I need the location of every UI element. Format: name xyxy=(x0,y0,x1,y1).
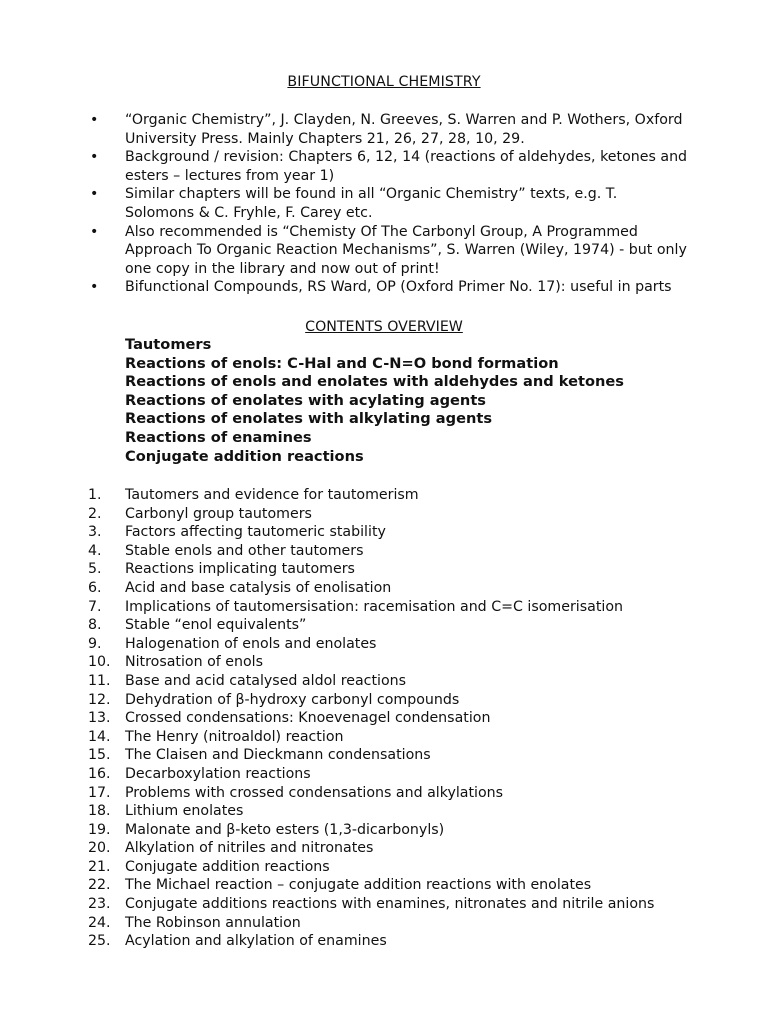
topic-text: Stable enols and other tautomers xyxy=(125,542,364,559)
topic-item xyxy=(88,486,688,505)
topic-item xyxy=(88,598,688,617)
overview-item: Conjugate addition reactions xyxy=(125,447,364,465)
topic-number: 1. xyxy=(88,487,102,503)
topic-text: The Michael reaction – conjugate addition reactions with enolates xyxy=(125,877,592,894)
topic-item xyxy=(88,914,688,933)
topic-number: 7. xyxy=(88,598,102,615)
topic-number: 22. xyxy=(88,877,111,894)
reference-item: • Similar chapters will be found in all “Organic Chemistry” texts, e.g. T. Solomons & C. Fryhle, F. Carey etc. xyxy=(88,185,688,222)
reference-list xyxy=(88,111,688,297)
topic-text: Lithium enolates xyxy=(125,803,244,820)
topic-item xyxy=(88,709,688,728)
topic-number: 5. xyxy=(88,561,102,578)
topic-text: Carbonyl group tautomers xyxy=(125,505,312,522)
topic-number: 17. xyxy=(88,784,111,801)
topic-item xyxy=(88,784,688,803)
topic-text: Stable “enol equivalents” xyxy=(125,617,307,634)
topic-item xyxy=(88,895,688,914)
topic-text: The Robinson annulation xyxy=(125,914,301,931)
topic-item xyxy=(88,839,688,858)
topic-item xyxy=(88,542,688,561)
overview-item: Reactions of enols: C-Hal and C-N=O bond formation xyxy=(125,354,559,372)
topic-text: Crossed condensations: Knoevenagel condensation xyxy=(125,710,491,727)
topic-text: Decarboxylation reactions xyxy=(125,765,311,782)
reference-item: • Also recommended is “Chemisty Of The Carbonyl Group, A Programmed Approach To Organic Reaction Mechanisms”, S. Warren (Wiley, 1974) - but only one copy in the library and now out of print! xyxy=(88,223,688,279)
topic-text: Conjugate addition reactions xyxy=(125,858,330,875)
topic-number: 13. xyxy=(88,710,111,727)
topic-number: 16. xyxy=(88,765,111,782)
topic-item xyxy=(88,579,688,598)
topic-text: Alkylation of nitriles and nitronates xyxy=(125,840,374,857)
topic-text: The Henry (nitroaldol) reaction xyxy=(125,728,344,745)
topic-text: The Claisen and Dieckmann condensations xyxy=(125,747,431,764)
topic-number: 15. xyxy=(88,747,111,764)
reference-item: • Bifunctional Compounds, RS Ward, OP (Oxford Primer No. 17): useful in parts xyxy=(88,278,688,297)
topic-item xyxy=(88,858,688,877)
topic-number: 9. xyxy=(88,635,102,652)
topic-number: 14. xyxy=(88,728,111,745)
topic-number: 24. xyxy=(88,914,111,931)
overview-list xyxy=(125,336,685,466)
topic-item xyxy=(88,635,688,654)
topic-number: 23. xyxy=(88,896,111,913)
overview-item: Reactions of enolates with acylating agents xyxy=(125,391,486,409)
topic-item xyxy=(88,821,688,840)
topic-number: 18. xyxy=(88,803,111,820)
overview-item: Reactions of enols and enolates with aldehydes and ketones xyxy=(125,373,624,391)
topic-item xyxy=(88,672,688,691)
topic-text: Base and acid catalysed aldol reactions xyxy=(125,672,407,689)
topic-item xyxy=(88,560,688,579)
overview-item: Reactions of enolates with alkylating agents xyxy=(125,410,493,428)
topic-text: Tautomers and evidence for tautomerism xyxy=(125,487,419,503)
overview-item: Reactions of enamines xyxy=(125,428,312,446)
topic-number: 2. xyxy=(88,505,102,522)
topic-number: 6. xyxy=(88,579,102,596)
topic-item xyxy=(88,505,688,524)
topic-number: 3. xyxy=(88,524,102,541)
topic-item xyxy=(88,616,688,635)
topic-item xyxy=(88,746,688,765)
topic-text: Acylation and alkylation of enamines xyxy=(125,933,387,950)
topic-number: 25. xyxy=(88,933,111,950)
topic-number: 12. xyxy=(88,691,111,708)
topic-number: 4. xyxy=(88,542,102,559)
topic-item xyxy=(88,691,688,710)
reference-item: • Background / revision: Chapters 6, 12, 14 (reactions of aldehydes, ketones and esters – lectures from year 1) xyxy=(88,148,688,185)
topic-number: 19. xyxy=(88,821,111,838)
topic-text: Problems with crossed condensations and alkylations xyxy=(125,784,504,801)
topic-text: Malonate and β-keto esters (1,3-dicarbonyls) xyxy=(125,821,445,838)
topic-text: Nitrosation of enols xyxy=(125,654,264,671)
topic-item xyxy=(88,876,688,895)
contents-overview-heading: CONTENTS OVERVIEW xyxy=(305,319,463,335)
topic-item xyxy=(88,765,688,784)
topic-text: Conjugate additions reactions with enamines, nitronates and nitrile anions xyxy=(125,896,655,913)
topic-text: Acid and base catalysis of enolisation xyxy=(125,579,392,596)
document-title: BIFUNCTIONAL CHEMISTRY xyxy=(287,74,481,90)
topic-item xyxy=(88,932,688,951)
overview-item: Tautomers xyxy=(125,336,212,353)
topic-item xyxy=(88,728,688,747)
topic-item xyxy=(88,653,688,672)
topic-list xyxy=(88,486,688,951)
topic-number: 11. xyxy=(88,672,111,689)
topic-text: Halogenation of enols and enolates xyxy=(125,635,377,652)
reference-item: • “Organic Chemistry”, J. Clayden, N. Greeves, S. Warren and P. Wothers, Oxford University Press. Mainly Chapters 21, 26, 27, 28, 10, 29. xyxy=(88,111,688,148)
topic-number: 8. xyxy=(88,617,102,634)
topic-item xyxy=(88,802,688,821)
topic-item xyxy=(88,523,688,542)
topic-text: Reactions implicating tautomers xyxy=(125,561,355,578)
topic-number: 21. xyxy=(88,858,111,875)
topic-number: 10. xyxy=(88,654,111,671)
topic-text: Dehydration of β-hydroxy carbonyl compounds xyxy=(125,691,460,708)
topic-text: Factors affecting tautomeric stability xyxy=(125,524,386,541)
topic-text: Implications of tautomersisation: racemisation and C=C isomerisation xyxy=(125,598,624,615)
topic-number: 20. xyxy=(88,840,111,857)
